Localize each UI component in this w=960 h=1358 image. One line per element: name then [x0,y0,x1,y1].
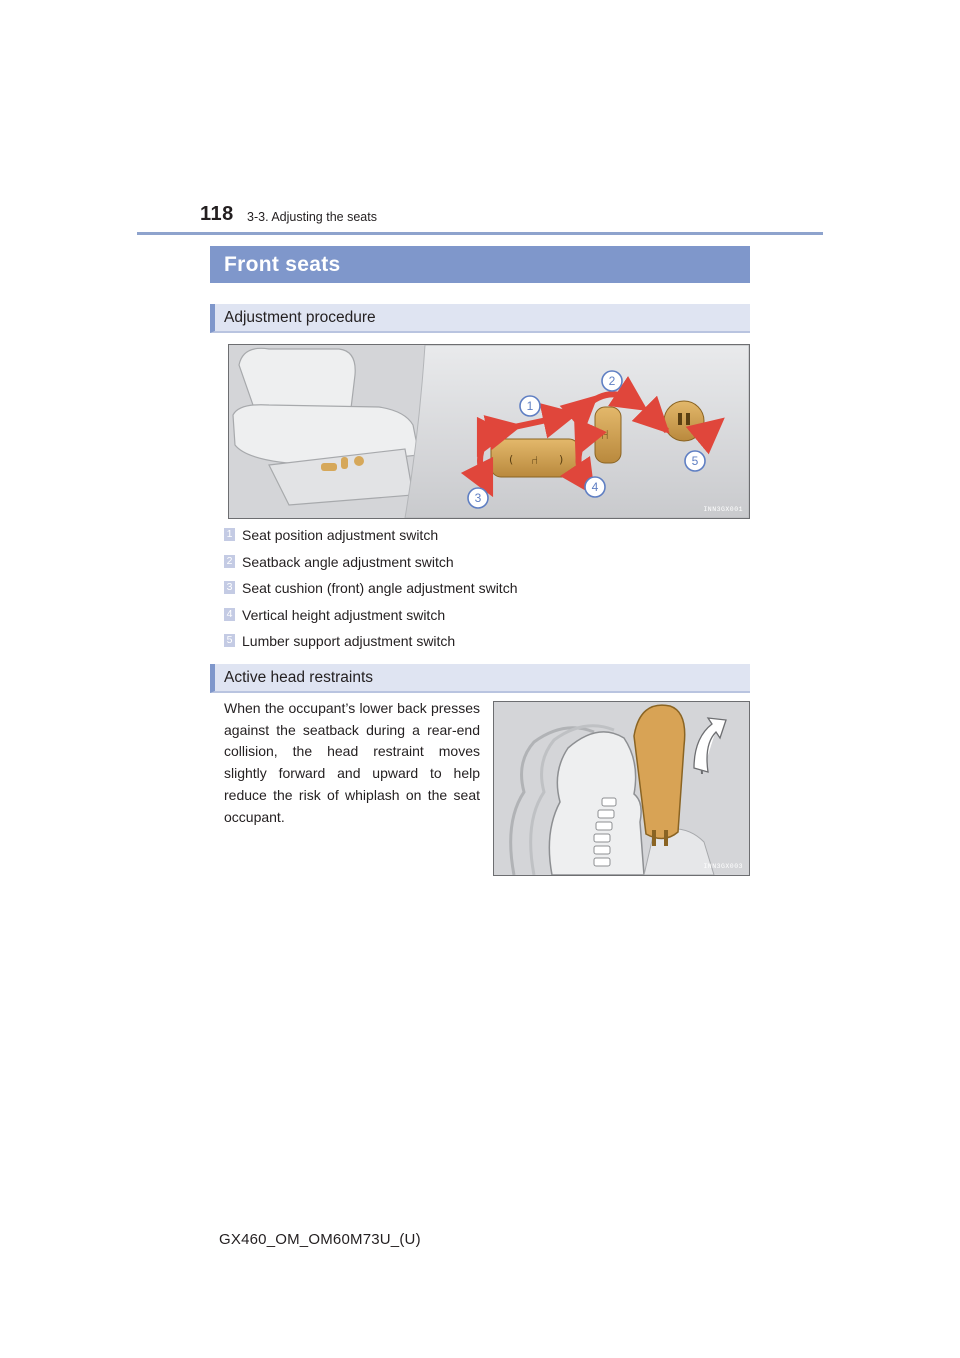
document-code: GX460_OM_OM60M73U_(U) [219,1231,421,1248]
callout-1: 1 [526,399,534,413]
number-badge: 2 [224,555,235,568]
svg-text:(: ( [509,453,514,466]
list-item-text: Vertical height adjustment switch [242,606,446,623]
number-badge: 4 [224,608,235,621]
section-title: Front seats [210,246,750,283]
head-restraint-figure [493,701,750,876]
list-item-text: Seat position adjustment switch [242,527,439,543]
head-restraint-illustration [494,702,749,875]
page-number: 118 [200,203,234,225]
header-rule [137,232,823,235]
callout-5: 5 [691,454,699,468]
number-badge: 1 [224,528,235,541]
number-badge: 5 [224,634,235,647]
list-item-text: Seat cushion (front) angle adjustment switch [242,580,518,596]
callout-3: 3 [474,491,482,505]
head-restraint-description: When the occupant’s lower back presses against the seatback during a rear-end collision, the head restraint moves slightly forward and upward to help reduce the risk of whiplash on the seat occupant. [224,700,480,825]
svg-text:⑁: ⑁ [601,428,609,443]
list-item-text: Lumber support adjustment switch [242,633,456,649]
svg-text:⑁: ⑁ [531,453,539,467]
callout-4: 4 [591,480,599,494]
figure-code: INN3GX001 [703,506,743,513]
callout-2: 2 [608,374,616,388]
figure-code: INN3GX003 [703,863,743,870]
number-badge: 3 [224,581,235,594]
active-head-restraints-heading: Active head restraints [210,664,750,693]
svg-text:): ) [559,453,564,466]
seat-switch-figure [228,344,750,519]
seat-switch-illustration [229,345,749,518]
chapter-title: 3-3. Adjusting the seats [247,210,377,224]
adjustment-procedure-heading: Adjustment procedure [210,304,750,333]
list-item-text: Seatback angle adjustment switch [242,553,454,570]
